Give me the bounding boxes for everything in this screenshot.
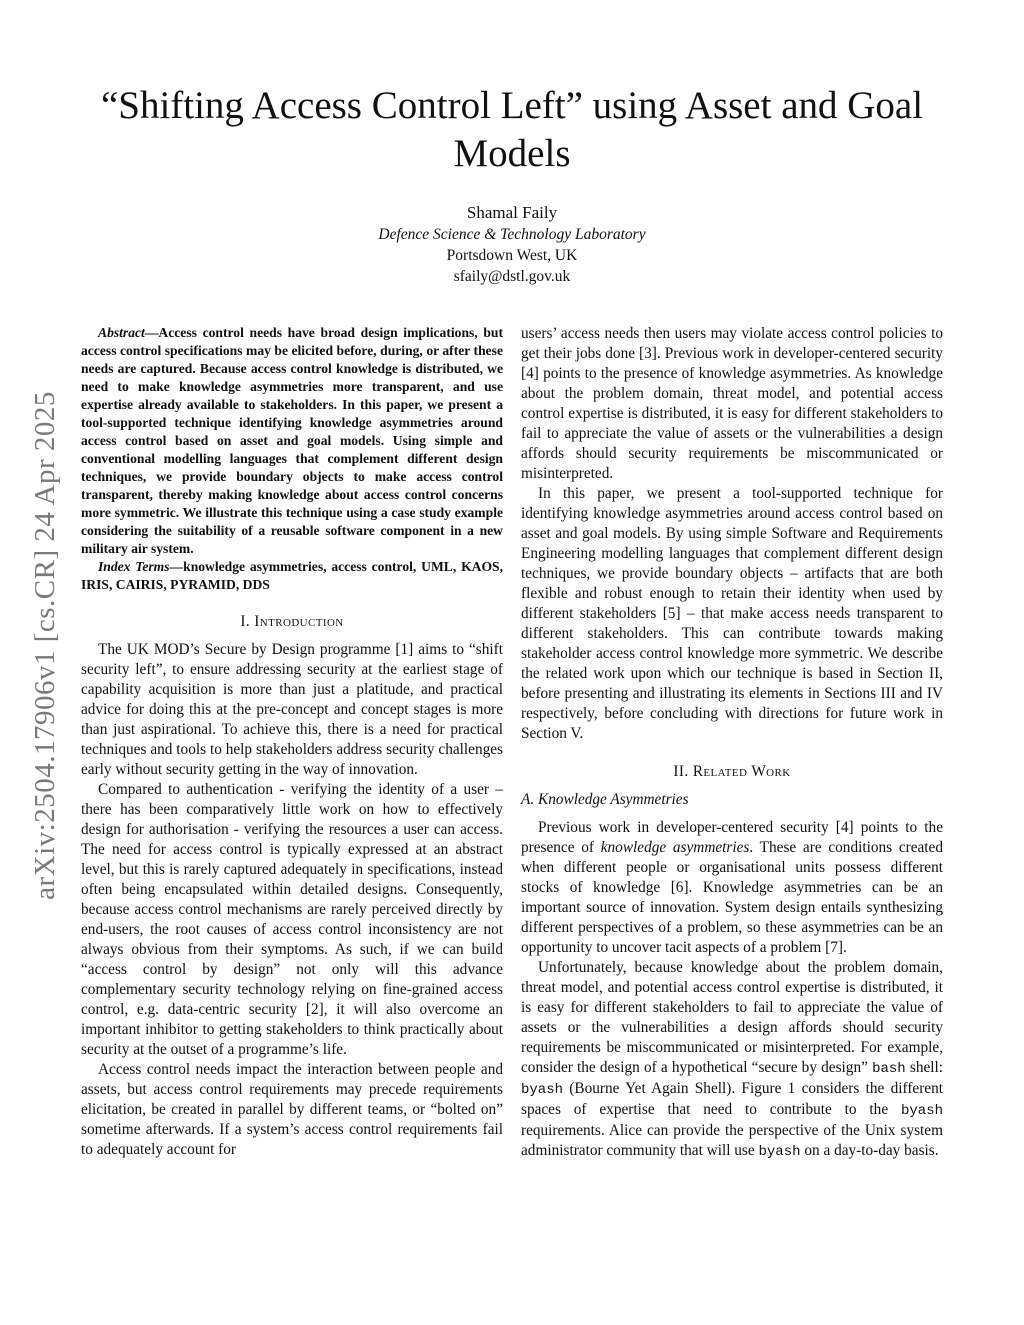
subsection-heading-knowledge-asymmetries: A. Knowledge Asymmetries — [521, 791, 689, 808]
code-byash-3: byash — [758, 1144, 801, 1160]
intro-paragraph-3-continued: users’ access needs then users may violate access control policies to get their jobs done [3]. Previous work in developer-centered security [4] points to the presence of knowledge asymmetries. As knowledge about the problem domain, threat model, and potential access control expertise is distributed, it is easy for different stakeholders to fail to appreciate the value of assets or the vulnerabilities a design affords should security requirements be miscommunicated or misinterpreted. — [521, 325, 943, 482]
author-name: Shamal Faily — [466, 203, 558, 222]
abstract-label: Abstract — [98, 325, 145, 340]
related-work-paragraph-2 — [521, 958, 943, 1162]
rw-p2-text-d: requirements. Alice can provide the perspective of the Unix system administrator community that will use — [521, 1122, 943, 1159]
arxiv-identifier: arXiv:2504.17906v1 [cs.CR] 24 Apr 2025 — [28, 390, 61, 900]
index-terms — [81, 558, 503, 594]
section-heading-related-work: II. Related Work — [673, 763, 791, 780]
rw-p2-text-e: on a day-to-day basis. — [800, 1142, 939, 1159]
rw-p1-text-b: . These are conditions created when different people or organisational units possess different stocks of knowledge [6]. Knowledge asymmetries can be an important source of innovation. System design entails synthesizing different perspectives of a problem, so these asymmetries can be an opportunity to uncover tacit aspects of a problem [7]. — [521, 839, 943, 956]
related-work-paragraph-1 — [521, 818, 943, 958]
abstract-text: —Access control needs have broad design implications, but access control specifications may be elicited before, during, or after these needs are captured. Because access control knowledge is distributed, we need to make knowledge asymmetries more transparent, and use expertise already available to stakeholders. In this paper, we present a tool-supported technique identifying knowledge asymmetries around access control based on asset and goal models. Using simple and conventional modelling languages that complement different design techniques, we provide boundary objects to make access control transparent, thereby making knowledge about access control concerns more symmetric. We illustrate this technique using a case study example considering the suitability of a reusable software component in a new military air system. — [81, 325, 503, 556]
code-bash: bash — [872, 1061, 906, 1077]
intro-paragraph-1: The UK MOD’s Secure by Design programme [1] aims to “shift security left”, to ensure addressing security at the earliest stage of capability acquisition is more than just a platitude, and practical advice for doing this at the pre-concept and concept stages is more than just aspirational. To achieve this, there is a need for practical techniques and tools to help stakeholders address security challenges early without security getting in the way of innovation. — [81, 641, 503, 778]
section-heading-introduction: I. Introduction — [240, 613, 344, 630]
abstract — [81, 324, 503, 558]
code-byash-1: byash — [521, 1082, 564, 1098]
intro-paragraph-3: Access control needs impact the interaction between people and assets, but access control requirements may precede requirements elicitation, be created in parallel by different teams, or “bolted on” sometime afterwards. If a system’s access control requirements fail to adequately account for — [81, 1061, 503, 1158]
author-block — [200, 202, 824, 287]
rw-p1-emphasis: knowledge asymmetries — [600, 839, 750, 856]
paper-title: “Shifting Access Control Left” using Asset and Goal Models — [100, 84, 924, 175]
rw-p2-text-a: Unfortunately, because knowledge about the problem domain, threat model, and potential access control expertise is distributed, it is easy for different stakeholders to fail to appreciate the value of assets or the vulnerabilities a design affords should security requirements be miscommunicated or misinterpreted. For example, consider the design of a hypothetical “secure by design” — [521, 959, 943, 1076]
rw-p1-text-a: Previous work in developer-centered security [4] points to the presence of — [521, 819, 943, 856]
rw-p2-text-c: (Bourne Yet Again Shell). Figure 1 considers the different spaces of expertise that need to contribute to the — [521, 1080, 943, 1118]
author-location: Portsdown West, UK — [446, 247, 578, 264]
author-affiliation: Defence Science & Technology Laboratory — [378, 226, 646, 243]
arxiv-identifier-sidebar — [14, 345, 76, 945]
intro-paragraph-4: In this paper, we present a tool-supported technique for identifying knowledge asymmetries around access control based on asset and goal models. By using simple Software and Requirements Engineering modelling languages that complement different design techniques, we provide boundary objects – artifacts that are both flexible and robust enough to retain their identity when used by different stakeholders [5] – that make access needs transparent to different stakeholders. This can contribute towards making stakeholder access control knowledge more symmetric. We describe the related work upon which our technique is based in Section II, before presenting and illustrating its elements in Sections III and IV respectively, before concluding with directions for future work in Section V. — [521, 485, 943, 742]
intro-paragraph-2: Compared to authentication - verifying the identity of a user – there has been comparatively little work on how to effectively design for authorisation - verifying the resources a user can access. The need for access control is typically expressed at an abstract level, but this is rarely captured adequately in specifications, instead often being encapsulated within detailed designs. Consequently, because access control mechanisms are rarely perceived directly by end-users, the root causes of access control inconsistency are not always obvious from their symptoms. As such, if we can build “access control by design” not only will this advance complementary security technology relying on fine-grained access control, e.g. data-centric security [2], it will also overcome an important inhibitor to getting stakeholders to think practically about security at the outset of a programme’s life. — [81, 781, 503, 1058]
code-byash-2: byash — [900, 1103, 943, 1119]
right-column — [521, 324, 943, 1162]
index-terms-text: —knowledge asymmetries, access control, UML, KAOS, IRIS, CAIRIS, PYRAMID, DDS — [81, 559, 503, 592]
index-terms-label: Index Terms — [98, 559, 170, 574]
rw-p2-text-b: shell: — [905, 1059, 944, 1076]
left-column — [81, 324, 503, 1160]
author-email: sfaily@dstl.gov.uk — [453, 268, 571, 285]
